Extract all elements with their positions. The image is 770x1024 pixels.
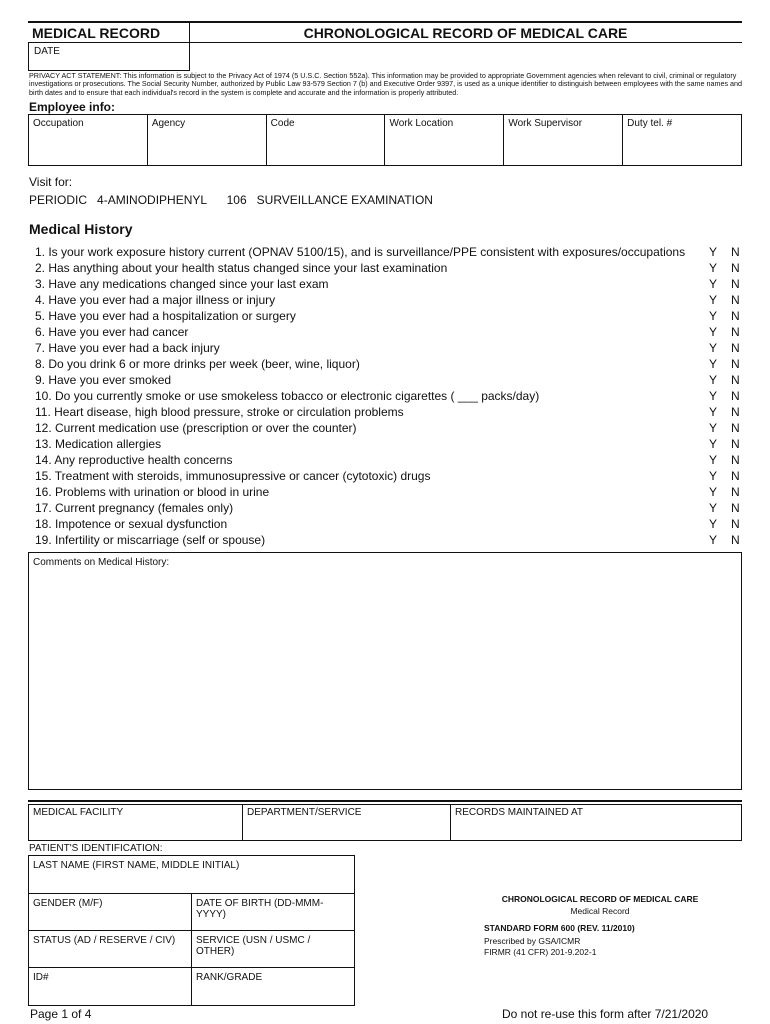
no-option[interactable]: N — [731, 485, 740, 499]
no-option[interactable]: N — [731, 309, 740, 323]
no-option[interactable]: N — [731, 501, 740, 515]
date-box-left — [28, 42, 29, 71]
date-field[interactable]: DATE — [34, 46, 60, 57]
gender-field[interactable]: GENDER (M/F) — [29, 894, 192, 930]
question-text: 7. Have you ever had a back injury — [35, 341, 220, 355]
question-row — [35, 404, 747, 420]
question-text: 13. Medication allergies — [35, 437, 162, 451]
agency-field[interactable]: Agency — [148, 115, 267, 165]
medical-record-title: MEDICAL RECORD — [32, 25, 161, 41]
yes-option[interactable]: Y — [709, 341, 718, 355]
question-row — [35, 388, 747, 404]
question-text: 19. Infertility or miscarriage (self or spouse) — [35, 533, 266, 547]
no-option[interactable]: N — [731, 469, 740, 483]
question-text: 6. Have you ever had cancer — [35, 325, 189, 339]
comments-label: Comments on Medical History: — [33, 557, 170, 568]
form-number: STANDARD FORM 600 (REV. 11/2010) — [484, 923, 635, 933]
no-option[interactable]: N — [731, 341, 740, 355]
question-text: 15. Treatment with steroids, immunosupressive or cancer (cytotoxic) drugs — [35, 469, 431, 483]
question-row — [35, 372, 747, 388]
question-text: 10. Do you currently smoke or use smokeless tobacco or electronic cigarettes ( ___ packs/day) — [35, 389, 540, 403]
no-option[interactable]: N — [731, 533, 740, 547]
patient-identification-label: PATIENT'S IDENTIFICATION: — [29, 843, 163, 854]
pid-row-gender — [29, 894, 354, 931]
pid-row-id — [29, 968, 354, 1005]
question-text: 4. Have you ever had a major illness or injury — [35, 293, 276, 307]
question-row — [35, 484, 747, 500]
prescribed-by: Prescribed by GSA/ICMR — [484, 936, 581, 946]
question-text: 18. Impotence or sexual dysfunction — [35, 517, 228, 531]
no-option[interactable]: N — [731, 261, 740, 275]
dob-field[interactable]: DATE OF BIRTH (DD-MMM-YYYY) — [196, 898, 324, 920]
question-row — [35, 420, 747, 436]
patient-id-table — [28, 855, 355, 1006]
yes-option[interactable]: Y — [709, 421, 718, 435]
question-text: 8. Do you drink 6 or more drinks per week (beer, wine, liquor) — [35, 357, 360, 371]
question-text: 17. Current pregnancy (females only) — [35, 501, 234, 515]
question-text: 16. Problems with urination or blood in urine — [35, 485, 270, 499]
visit-code: 106 — [226, 193, 247, 207]
occupation-field[interactable]: Occupation — [29, 115, 148, 165]
no-option[interactable]: N — [731, 453, 740, 467]
question-row — [35, 468, 747, 484]
reuse-notice: Do not re-use this form after 7/21/2020 — [502, 1007, 709, 1021]
question-text: 14. Any reproductive health concerns — [35, 453, 233, 467]
question-text: 9. Have you ever smoked — [35, 373, 172, 387]
question-row — [35, 436, 747, 452]
visit-details — [29, 193, 433, 207]
question-row — [35, 244, 747, 260]
work-supervisor-field[interactable]: Work Supervisor — [504, 115, 623, 165]
medical-history-title: Medical History — [29, 221, 133, 237]
no-option[interactable]: N — [731, 517, 740, 531]
records-maintained-field[interactable]: RECORDS MAINTAINED AT — [455, 807, 583, 818]
no-option[interactable]: N — [731, 357, 740, 371]
no-option[interactable]: N — [731, 437, 740, 451]
no-option[interactable]: N — [731, 277, 740, 291]
no-option[interactable]: N — [731, 421, 740, 435]
question-row — [35, 516, 747, 532]
visit-exam: SURVEILLANCE EXAMINATION — [256, 193, 433, 207]
question-row — [35, 356, 747, 372]
yes-option[interactable]: Y — [709, 453, 718, 467]
yes-option[interactable]: Y — [709, 389, 718, 403]
yes-option[interactable]: Y — [709, 245, 718, 259]
question-text: 5. Have you ever had a hospitalization or surgery — [35, 309, 296, 323]
yes-option[interactable]: Y — [709, 501, 718, 515]
visit-agent: 4-AMINODIPHENYL — [97, 193, 207, 207]
id-field[interactable]: ID# — [29, 968, 192, 1005]
header-divider-vertical — [189, 21, 190, 71]
question-text: 3. Have any medications changed since your last exam — [35, 277, 329, 291]
question-row — [35, 500, 747, 516]
no-option[interactable]: N — [731, 389, 740, 403]
facility-table — [28, 804, 742, 841]
yes-option[interactable]: Y — [709, 261, 718, 275]
privacy-statement: PRIVACY ACT STATEMENT: This information is subject to the Privacy Act of 1974 (5 U.S.C. Section 552a). This information may be provided to appropriate Government agencies when relevant to civil, criminal or regulatory investigations or prosecutions. The Social Security Number, authorized by Public Law 93-579 Section 7 (b) and Executive Order 9397, is used as a unique identifier to distinguish between employees with the same names and birth dates and to ensure that each individual's record in the system is complete and accurate and the information is properly attributed. — [29, 71, 743, 97]
service-field[interactable]: SERVICE (USN / USMC / OTHER) — [196, 935, 311, 957]
header-mid-rule — [190, 42, 742, 43]
employee-info-label: Employee info: — [29, 100, 116, 114]
top-rule — [28, 21, 742, 23]
date-box-top — [28, 42, 190, 43]
medical-history-questions — [35, 244, 747, 548]
visit-label: Visit for: — [29, 175, 73, 189]
pid-row-status — [29, 931, 354, 968]
employee-info-table — [28, 114, 742, 166]
yes-option[interactable]: Y — [709, 293, 718, 307]
yes-option[interactable]: Y — [709, 405, 718, 419]
pid-row-name — [29, 856, 354, 894]
question-row — [35, 308, 747, 324]
yes-option[interactable]: Y — [709, 517, 718, 531]
yes-option[interactable]: Y — [709, 325, 718, 339]
work-location-field[interactable]: Work Location — [385, 115, 504, 165]
question-text: 11. Heart disease, high blood pressure, stroke or circulation problems — [35, 405, 404, 419]
yes-option[interactable]: Y — [709, 357, 718, 371]
firmr-reference: FIRMR (41 CFR) 201-9.202-1 — [484, 947, 597, 957]
yes-option[interactable]: Y — [709, 373, 718, 387]
page-number: Page 1 of 4 — [30, 1007, 92, 1021]
no-option[interactable]: N — [731, 293, 740, 307]
yes-option[interactable]: Y — [709, 533, 718, 547]
question-row — [35, 260, 747, 276]
question-row — [35, 452, 747, 468]
yes-option[interactable]: Y — [709, 469, 718, 483]
no-option[interactable]: N — [731, 405, 740, 419]
rank-grade-field[interactable]: RANK/GRADE — [196, 972, 263, 983]
medical-facility-field[interactable]: MEDICAL FACILITY — [29, 805, 243, 840]
last-name-field[interactable]: LAST NAME (FIRST NAME, MIDDLE INITIAL) — [33, 860, 240, 871]
form-title: CHRONOLOGICAL RECORD OF MEDICAL CARE — [303, 25, 628, 41]
form-block-subtitle: Medical Record — [570, 906, 630, 916]
question-row — [35, 532, 747, 548]
duty-tel-field[interactable]: Duty tel. # — [627, 118, 673, 129]
facility-top-rule — [28, 800, 742, 802]
yes-option[interactable]: Y — [709, 309, 718, 323]
visit-type: PERIODIC — [29, 193, 88, 207]
no-option[interactable]: N — [731, 325, 740, 339]
department-service-field[interactable]: DEPARTMENT/SERVICE — [243, 805, 451, 840]
question-row — [35, 340, 747, 356]
question-row — [35, 324, 747, 340]
form-block-title: CHRONOLOGICAL RECORD OF MEDICAL CARE — [501, 894, 699, 904]
status-field[interactable]: STATUS (AD / RESERVE / CIV) — [29, 931, 192, 967]
question-text: 2. Has anything about your health status changed since your last examination — [35, 261, 448, 275]
no-option[interactable]: N — [731, 373, 740, 387]
question-row — [35, 276, 747, 292]
question-row — [35, 292, 747, 308]
question-text: 1. Is your work exposure history current (OPNAV 5100/15), and is surveillance/PPE consistent with exposures/occupations — [35, 245, 686, 259]
yes-option[interactable]: Y — [709, 277, 718, 291]
code-field[interactable]: Code — [267, 115, 386, 165]
comments-textarea[interactable] — [28, 552, 742, 790]
no-option[interactable]: N — [731, 245, 740, 259]
question-text: 12. Current medication use (prescription or over the counter) — [35, 421, 357, 435]
yes-option[interactable]: Y — [709, 485, 718, 499]
yes-option[interactable]: Y — [709, 437, 718, 451]
